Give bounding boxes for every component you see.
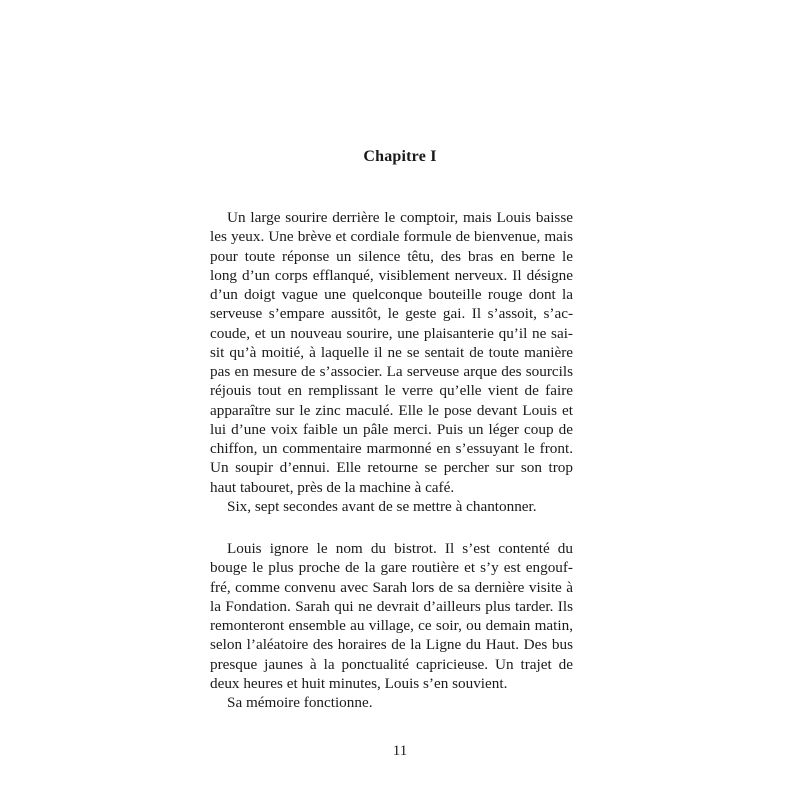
text-line: pour toute réponse un silence têtu, des bras en berne le — [210, 247, 573, 265]
text-line: coude, et un nouveau sourire, une plaisanterie qu’il ne sai- — [210, 324, 573, 342]
paragraph-1 — [210, 208, 573, 497]
text-line: selon l’aléatoire des horaires de la Ligne du Haut. Des bus — [210, 636, 573, 654]
text-block-2 — [210, 539, 573, 712]
page-number: 11 — [392, 743, 408, 759]
text-line: d’un doigt vague une quelconque bouteille rouge dont la — [210, 286, 573, 303]
text-line: deux heures et huit minutes, Louis s’en souvient. — [210, 674, 508, 692]
text-line: presque jaunes à la ponctualité capricieuse. Un trajet de — [210, 655, 573, 673]
text-line: les yeux. Une brève et cordiale formule de bienvenue, mais — [210, 228, 573, 246]
text-line: la Fondation. Sarah qui ne devrait d’ailleurs plus tarder. Ils — [210, 597, 573, 615]
text-line: Un large sourire derrière le comptoir, mais Louis baisse — [227, 209, 573, 226]
text-line: sit qu’à moitié, à laquelle il ne se sentait de toute manière — [210, 343, 573, 361]
text-line: remonteront ensemble au village, ce soir, ou demain matin, — [210, 617, 573, 634]
text-line: fré, comme convenu avec Sarah lors de sa dernière visite à — [210, 578, 573, 596]
text-line: apparaître sur le zinc maculé. Elle le pose devant Louis et — [210, 401, 573, 419]
paragraph-2 — [210, 497, 573, 516]
text-block-1 — [210, 208, 573, 516]
text-line: Sa mémoire fonctionne. — [227, 694, 373, 711]
text-line: Six, sept secondes avant de se mettre à chantonner. — [227, 497, 537, 515]
text-line: pas en mesure de s’associer. La serveuse arque des sourcils — [210, 363, 573, 380]
text-line: lui d’une voix faible un pâle merci. Puis un léger coup de — [210, 420, 573, 438]
text-line: Louis ignore le nom du bistrot. Il s’est contenté du — [227, 540, 573, 557]
text-line: bouge le plus proche de la gare routière et s’y est engouf- — [210, 559, 573, 577]
chapter-title: Chapitre I — [363, 148, 437, 165]
text-line: haut tabouret, près de la machine à café. — [210, 478, 455, 496]
text-line: Un soupir d’ennui. Elle retourne se percher sur son trop — [210, 459, 573, 477]
text-line: chiffon, un commentaire marmonné en s’essuyant le front. — [210, 440, 573, 457]
text-line: réjouis tout en remplissant le verre qu’elle vient de faire — [210, 382, 573, 400]
text-line: long d’un corps efflanqué, visiblement nerveux. Il désigne — [210, 266, 573, 284]
text-line: serveuse s’empare aussitôt, le geste gai. Il s’assoit, s’ac- — [210, 305, 573, 323]
paragraph-3 — [210, 539, 573, 693]
paragraph-4 — [210, 693, 573, 712]
